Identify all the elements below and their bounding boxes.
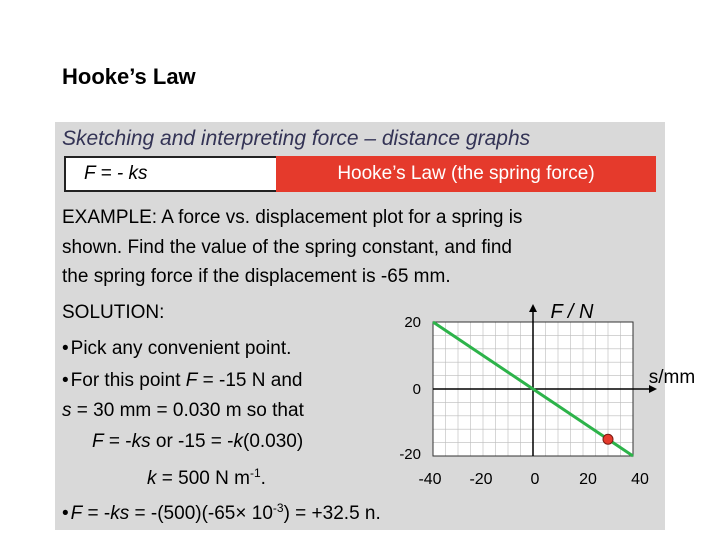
x-tick-label: -40	[418, 471, 442, 488]
text-run: .	[260, 468, 266, 489]
x-tick-label: -20	[469, 471, 493, 488]
y-axis-arrow	[529, 304, 537, 312]
text-run: F	[70, 503, 83, 524]
bullet-text: Pick any convenient point.	[70, 338, 292, 359]
text-run: For this point	[70, 370, 186, 391]
bullet-glyph: •	[62, 370, 69, 391]
text-run: = 30 mm = 0.030 m so that	[71, 400, 304, 421]
text-run: ks	[110, 503, 130, 524]
x-tick-label: 40	[631, 471, 649, 488]
example-line-2: shown. Find the value of the spring constant, and find	[62, 237, 512, 258]
law-label: Hooke’s Law (the spring force)	[276, 156, 656, 192]
text-run: = 500 N m	[156, 468, 250, 489]
solution-label: SOLUTION:	[62, 302, 165, 323]
text-run: = -	[103, 431, 132, 452]
text-run: s	[62, 400, 72, 421]
x-tick-label: 0	[530, 471, 540, 488]
slide-subtitle: Sketching and interpreting force – distance graphs	[62, 127, 531, 150]
bullet-glyph: •	[62, 503, 69, 524]
times-sign: ×	[235, 503, 247, 524]
y-tick-label: 20	[404, 314, 421, 331]
superscript: -1	[249, 466, 261, 480]
superscript: -3	[272, 501, 284, 515]
slide-title: Hooke’s Law	[62, 64, 196, 89]
highlight-point	[603, 434, 613, 444]
text-run: k	[233, 431, 243, 452]
y-tick-label: 0	[412, 381, 421, 398]
x-axis-label: s/mm	[648, 367, 696, 388]
text-run: or -15 = -	[150, 431, 234, 452]
text-run: = -(500)(-65	[129, 503, 236, 524]
bullet-glyph: •	[62, 338, 69, 359]
formula: F = - ks	[84, 163, 148, 184]
text-run: = -	[82, 503, 111, 524]
text-run: k	[147, 468, 157, 489]
example-line-3: the spring force if the displacement is -65 mm.	[62, 266, 451, 287]
text-run: ks	[131, 431, 151, 452]
x-tick-label: 20	[579, 471, 597, 488]
text-run: ) = +32.5 n.	[283, 503, 381, 524]
text-run: F	[92, 431, 104, 452]
y-axis-label: F / N	[550, 301, 594, 323]
text-run: 10	[246, 503, 273, 524]
y-tick-label: -20	[399, 446, 421, 463]
text-run: (0.030)	[243, 431, 304, 452]
text-run: F	[185, 370, 198, 391]
example-line-1: EXAMPLE: A force vs. displacement plot for a spring is	[62, 207, 523, 228]
text-run: = -15 N and	[197, 370, 303, 391]
